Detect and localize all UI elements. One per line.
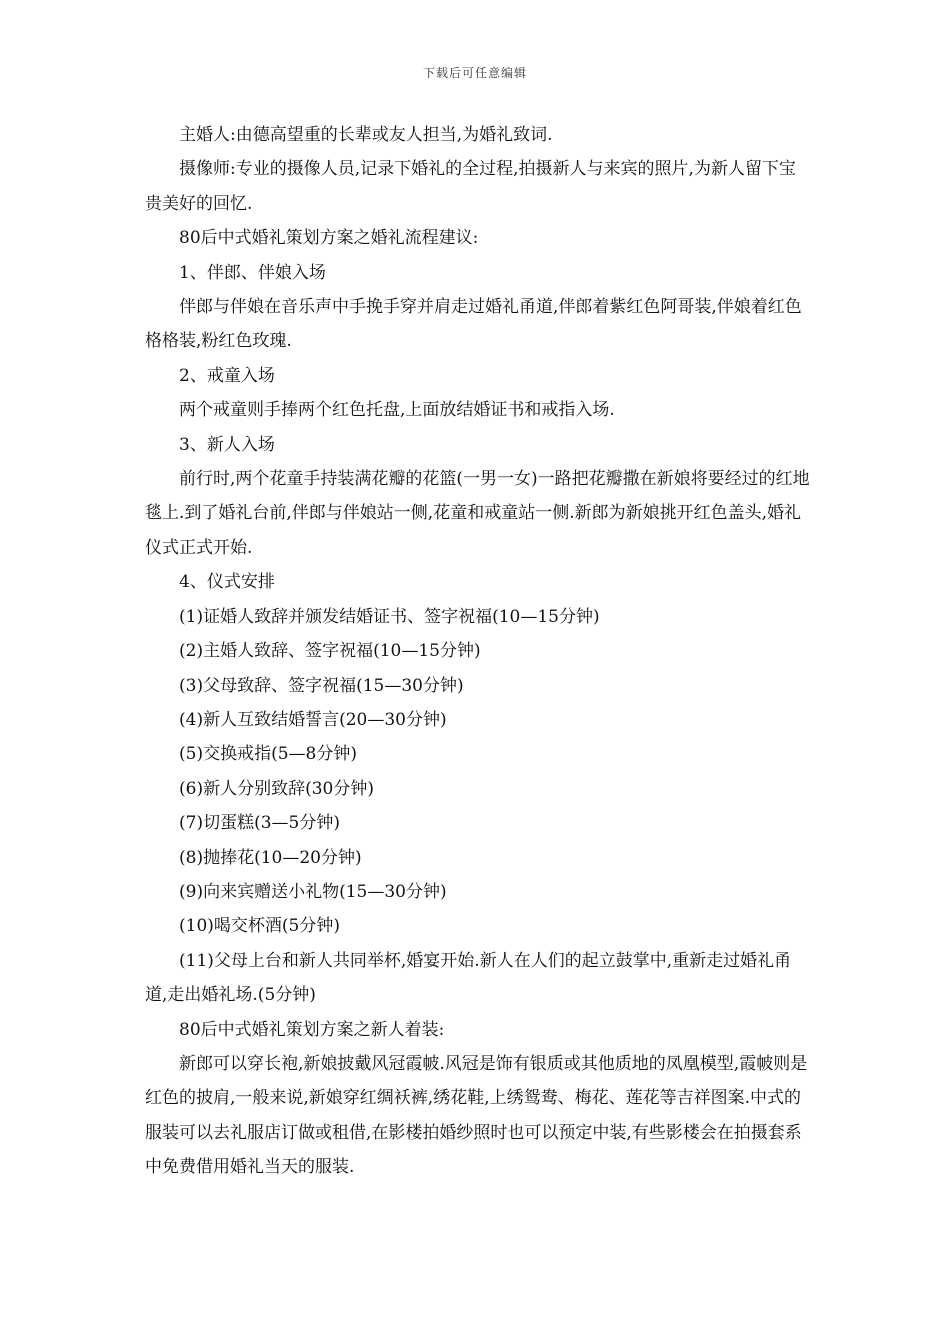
list-item: (7)切蛋糕(3—5分钟) xyxy=(179,813,340,834)
list-item: (8)抛捧花(10—20分钟) xyxy=(179,847,362,868)
paragraph: 3、新人入场 xyxy=(179,434,275,455)
paragraph: 主婚人:由德高望重的长辈或友人担当,为婚礼致词. xyxy=(179,125,553,145)
paragraph: 1、伴郎、伴娘入场 xyxy=(179,262,326,283)
paragraph: 摄像师:专业的摄像人员,记录下婚礼的全过程,拍摄新人与来宾的照片,为新人留下宝贵美好的回忆. xyxy=(145,159,796,214)
header-note: 下载后可任意编辑 xyxy=(422,66,527,80)
list-item: (11)父母上台和新人共同举杯,婚宴开始.新人在人们的起立鼓掌中,重新走过婚礼甬道,走出婚礼场.(5分钟) xyxy=(145,950,792,1006)
paragraph: 80后中式婚礼策划方案之婚礼流程建议: xyxy=(179,228,479,249)
paragraph: 2、戒童入场 xyxy=(179,365,275,386)
list-item: (2)主婚人致辞、签字祝福(10—15分钟) xyxy=(179,641,481,662)
list-item: (4)新人互致结婚誓言(20—30分钟) xyxy=(179,709,447,730)
list-item: (3)父母致辞、签字祝福(15—30分钟) xyxy=(179,675,464,696)
paragraph: 4、仪式安排 xyxy=(179,572,275,593)
list-item: (5)交换戒指(5—8分钟) xyxy=(179,744,357,765)
paragraph: 前行时,两个花童手持装满花瓣的花篮(一男一女)一路把花瓣撒在新娘将要经过的红地毯上.到了婚礼台前,伴郎与伴娘站一侧,花童和戒童站一侧.新郎为新娘挑开红色盖头,婚礼仪式正式开始. xyxy=(145,469,810,558)
list-item: (6)新人分别致辞(30分钟) xyxy=(179,778,374,799)
list-item: (10)喝交杯酒(5分钟) xyxy=(179,916,340,937)
paragraph: 新郎可以穿长袍,新娘披戴风冠霞帔.风冠是饰有银质或其他质地的凤凰模型,霞帔则是红色的披肩,一般来说,新娘穿红绸袄裤,绣花鞋,上绣鸳鸯、梅花、莲花等吉祥图案.中式的服装可以去礼服店订做或租借,在影楼拍婚纱照时也可以预定中装,有些影楼会在拍摄套系中免费借用婚礼当天的服装. xyxy=(145,1053,808,1178)
paragraph: 两个戒童则手捧两个红色托盘,上面放结婚证书和戒指入场. xyxy=(179,400,615,421)
document-body xyxy=(145,118,810,1185)
list-item: (9)向来宾赠送小礼物(15—30分钟) xyxy=(179,881,447,902)
paragraph: 伴郎与伴娘在音乐声中手挽手穿并肩走过婚礼甬道,伴郎着紫红色阿哥装,伴娘着红色格格装,粉红色玫瑰. xyxy=(145,297,802,352)
list-item: (1)证婚人致辞并颁发结婚证书、签字祝福(10—15分钟) xyxy=(179,606,600,627)
paragraph: 80后中式婚礼策划方案之新人着装: xyxy=(179,1019,445,1040)
